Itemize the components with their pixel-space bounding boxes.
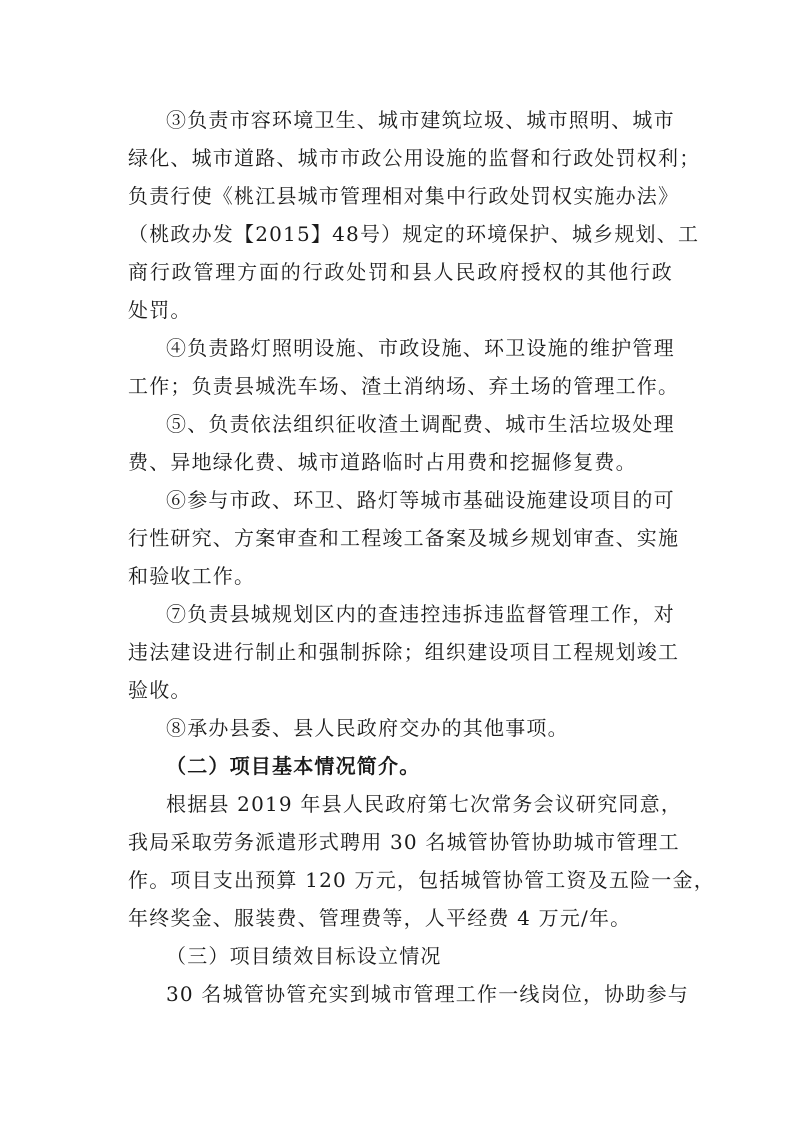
paragraph-line: ⑦负责县城规划区内的查违控违拆违监督管理工作，对 <box>166 602 675 626</box>
paragraph-line: 我局采取劳务派遣形式聘用 30 名城管协管协助城市管理工 <box>128 830 680 854</box>
paragraph-line: 处罚。 <box>128 298 192 322</box>
paragraph-line: 验收。 <box>128 678 192 702</box>
paragraph-line: ⑤、负责依法组织征收渣土调配费、城市生活垃圾处理 <box>166 412 675 436</box>
paragraph-line: ③负责市容环境卫生、城市建筑垃圾、城市照明、城市 <box>166 108 675 132</box>
paragraph-line: 和验收工作。 <box>128 564 256 588</box>
paragraph-line: 费、异地绿化费、城市道路临时占用费和挖掘修复费。 <box>128 450 637 474</box>
paragraph-line: 作。项目支出预算 120 万元，包括城管协管工资及五险一金， <box>128 868 715 892</box>
paragraph-line: 商行政管理方面的行政处罚和县人民政府授权的其他行政 <box>128 260 673 284</box>
paragraph-line: 根据县 2019 年县人民政府第七次常务会议研究同意， <box>166 792 683 816</box>
section-heading: （三）项目绩效目标设立情况 <box>166 944 442 968</box>
paragraph-line: ⑥参与市政、环卫、路灯等城市基础设施建设项目的可 <box>166 488 675 512</box>
section-heading: （二）项目基本情况简介。 <box>166 754 421 778</box>
paragraph-line: ④负责路灯照明设施、市政设施、环卫设施的维护管理 <box>166 336 675 360</box>
paragraph-line: 负责行使《桃江县城市管理相对集中行政处罚权实施办法》 <box>128 184 680 208</box>
paragraph-line: 违法建设进行制止和强制拆除；组织建设项目工程规划竣工 <box>128 640 680 664</box>
paragraph-line: ⑧承办县委、县人民政府交办的其他事项。 <box>166 716 569 740</box>
paragraph-line: 年终奖金、服装费、管理费等，人平经费 4 万元/年。 <box>128 906 632 930</box>
paragraph-line: （桃政办发【2015】48号）规定的环境保护、城乡规划、工 <box>128 222 700 246</box>
paragraph-line: 绿化、城市道路、城市市政公用设施的监督和行政处罚权利； <box>128 146 701 170</box>
paragraph-line: 工作；负责县城洗车场、渣土消纳场、弃土场的管理工作。 <box>128 374 680 398</box>
paragraph-line: 行性研究、方案审查和工程竣工备案及城乡规划审查、实施 <box>128 526 680 550</box>
paragraph-line: 30 名城管协管充实到城市管理工作一线岗位，协助参与 <box>166 982 690 1006</box>
